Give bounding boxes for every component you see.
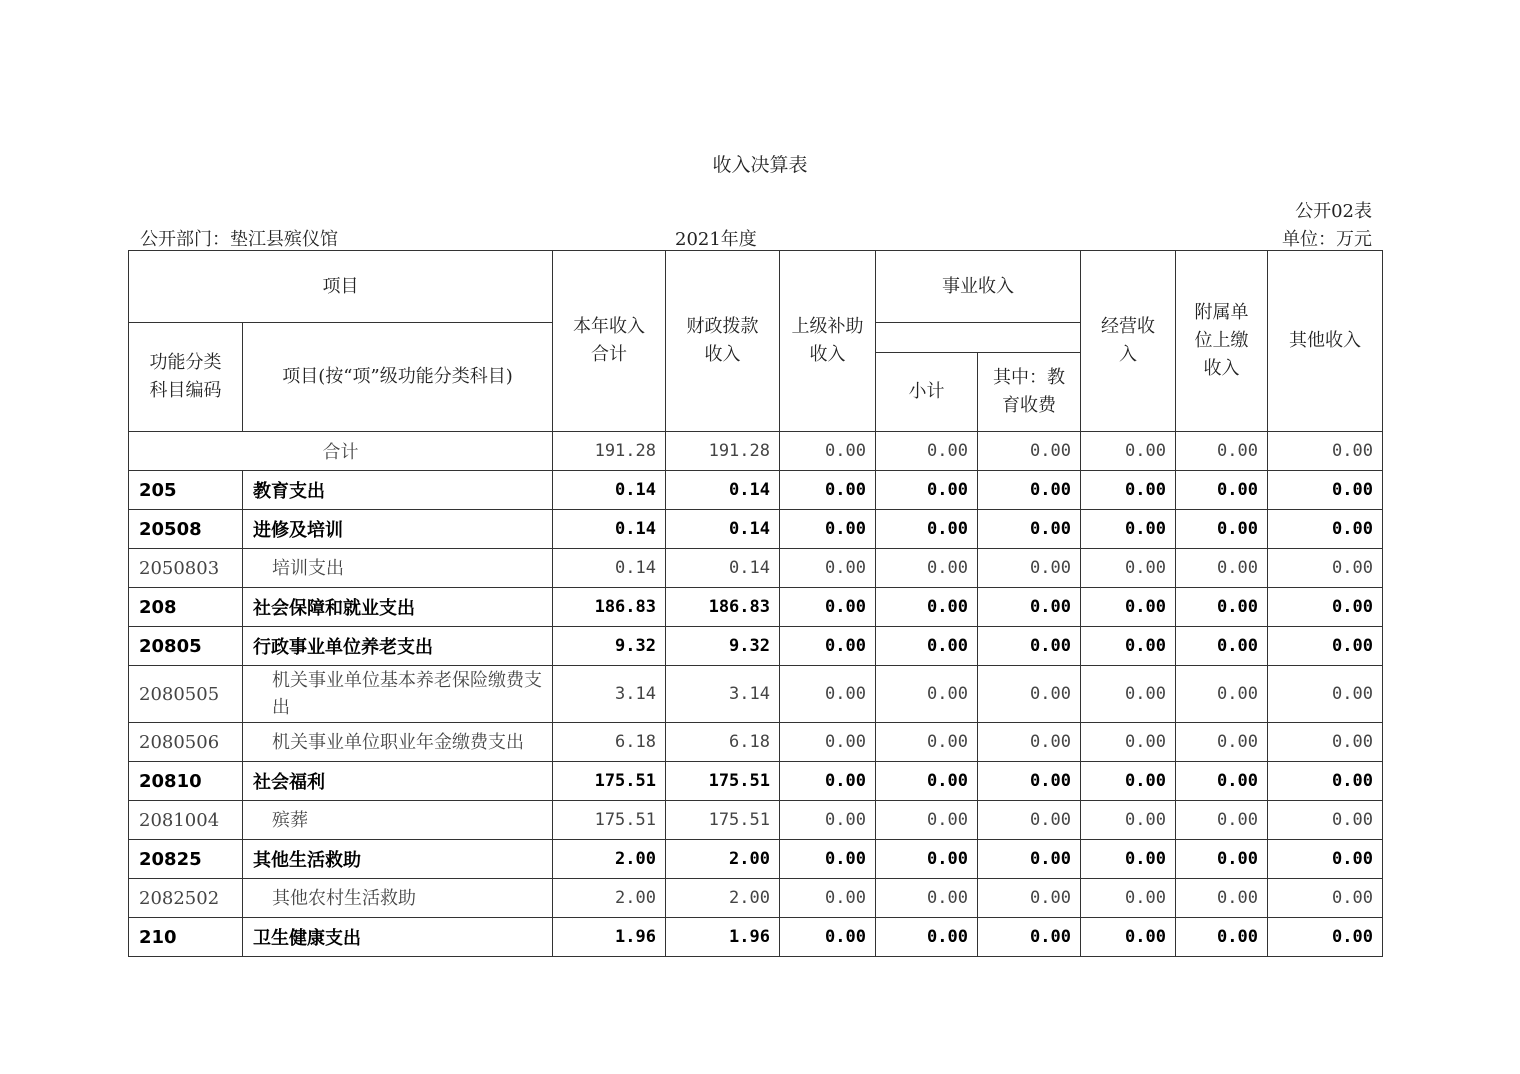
table-row bbox=[129, 801, 1383, 840]
row-value: 0.00 bbox=[1268, 918, 1383, 957]
row-value: 3.14 bbox=[666, 666, 780, 723]
row-value: 0.00 bbox=[1268, 471, 1383, 510]
row-name: 社会保障和就业支出 bbox=[243, 588, 553, 627]
row-name: 其他生活救助 bbox=[243, 840, 553, 879]
row-value: 0.00 bbox=[1176, 549, 1268, 588]
row-value: 0.00 bbox=[1081, 510, 1176, 549]
total-cell: 0.00 bbox=[876, 432, 978, 471]
row-value: 0.00 bbox=[876, 627, 978, 666]
header-business: 事业收入 bbox=[876, 251, 1081, 323]
row-value: 0.00 bbox=[1176, 840, 1268, 879]
row-value: 0.00 bbox=[1081, 666, 1176, 723]
row-value: 0.00 bbox=[780, 801, 876, 840]
row-value: 0.00 bbox=[780, 471, 876, 510]
row-value: 0.00 bbox=[1176, 762, 1268, 801]
row-value: 0.00 bbox=[876, 879, 978, 918]
row-code: 2080505 bbox=[129, 666, 243, 723]
row-value: 3.14 bbox=[553, 666, 666, 723]
row-value: 0.00 bbox=[876, 588, 978, 627]
department-label: 公开部门：垫江县殡仪馆 bbox=[140, 229, 338, 250]
row-code: 2050803 bbox=[129, 549, 243, 588]
row-value: 2.00 bbox=[553, 840, 666, 879]
header-superior: 上级补助收入 bbox=[780, 251, 876, 432]
row-value: 0.00 bbox=[1176, 471, 1268, 510]
row-value: 0.00 bbox=[978, 471, 1081, 510]
row-value: 0.00 bbox=[978, 840, 1081, 879]
row-name: 教育支出 bbox=[243, 471, 553, 510]
page-title: 收入决算表 bbox=[712, 154, 808, 176]
table-row bbox=[129, 723, 1383, 762]
row-value: 0.00 bbox=[1268, 723, 1383, 762]
row-value: 0.00 bbox=[780, 762, 876, 801]
row-value: 9.32 bbox=[666, 627, 780, 666]
row-value: 0.00 bbox=[1268, 666, 1383, 723]
header-other: 其他收入 bbox=[1268, 251, 1383, 432]
row-value: 6.18 bbox=[553, 723, 666, 762]
row-value: 0.00 bbox=[1176, 666, 1268, 723]
row-name: 培训支出 bbox=[243, 549, 553, 588]
row-value: 0.00 bbox=[1268, 801, 1383, 840]
row-value: 0.00 bbox=[780, 723, 876, 762]
header-operating: 经营收入 bbox=[1081, 251, 1176, 432]
row-value: 0.00 bbox=[978, 510, 1081, 549]
header-total: 本年收入合计 bbox=[553, 251, 666, 432]
row-value: 0.00 bbox=[876, 666, 978, 723]
row-value: 0.00 bbox=[780, 666, 876, 723]
table-row bbox=[129, 471, 1383, 510]
row-value: 0.00 bbox=[780, 510, 876, 549]
row-value: 1.96 bbox=[553, 918, 666, 957]
row-value: 0.00 bbox=[978, 918, 1081, 957]
row-value: 0.00 bbox=[780, 627, 876, 666]
row-value: 0.00 bbox=[1176, 918, 1268, 957]
total-cell: 0.00 bbox=[1268, 432, 1383, 471]
row-value: 0.00 bbox=[978, 762, 1081, 801]
unit-label: 单位：万元 bbox=[1282, 229, 1372, 250]
row-value: 0.14 bbox=[553, 471, 666, 510]
header-item: 项目 bbox=[129, 251, 553, 323]
row-value: 0.00 bbox=[1268, 627, 1383, 666]
row-value: 1.96 bbox=[666, 918, 780, 957]
row-code: 205 bbox=[129, 471, 243, 510]
row-value: 0.00 bbox=[876, 840, 978, 879]
row-value: 0.00 bbox=[1176, 627, 1268, 666]
row-code: 20805 bbox=[129, 627, 243, 666]
row-value: 0.00 bbox=[876, 723, 978, 762]
header-edu: 其中：教育收费 bbox=[978, 353, 1081, 432]
row-name: 其他农村生活救助 bbox=[243, 879, 553, 918]
row-value: 0.00 bbox=[876, 549, 978, 588]
row-value: 2.00 bbox=[666, 879, 780, 918]
row-value: 0.00 bbox=[1176, 879, 1268, 918]
row-code: 2081004 bbox=[129, 801, 243, 840]
row-value: 0.14 bbox=[666, 549, 780, 588]
row-value: 0.00 bbox=[1081, 801, 1176, 840]
row-value: 0.00 bbox=[876, 471, 978, 510]
form-number: 公开02表 bbox=[1295, 201, 1372, 222]
row-value: 9.32 bbox=[553, 627, 666, 666]
row-name: 机关事业单位职业年金缴费支出 bbox=[243, 723, 553, 762]
row-name: 进修及培训 bbox=[243, 510, 553, 549]
row-value: 0.14 bbox=[666, 510, 780, 549]
row-value: 0.00 bbox=[1081, 762, 1176, 801]
row-value: 0.00 bbox=[1081, 879, 1176, 918]
row-value: 0.00 bbox=[780, 879, 876, 918]
row-value: 0.00 bbox=[978, 723, 1081, 762]
table-row bbox=[129, 588, 1383, 627]
table-row bbox=[129, 762, 1383, 801]
row-value: 0.00 bbox=[1268, 549, 1383, 588]
row-value: 0.00 bbox=[1081, 549, 1176, 588]
row-value: 0.00 bbox=[1268, 510, 1383, 549]
row-value: 0.00 bbox=[1176, 588, 1268, 627]
table-row bbox=[129, 510, 1383, 549]
row-value: 186.83 bbox=[666, 588, 780, 627]
row-value: 0.00 bbox=[1081, 471, 1176, 510]
row-name: 社会福利 bbox=[243, 762, 553, 801]
total-cell: 0.00 bbox=[1081, 432, 1176, 471]
row-value: 0.00 bbox=[1176, 510, 1268, 549]
row-value: 0.14 bbox=[553, 549, 666, 588]
meta-row bbox=[140, 225, 1372, 249]
row-value: 0.14 bbox=[553, 510, 666, 549]
total-label: 合计 bbox=[129, 432, 553, 471]
row-value: 0.00 bbox=[1081, 840, 1176, 879]
row-code: 20810 bbox=[129, 762, 243, 801]
row-value: 175.51 bbox=[553, 762, 666, 801]
row-code: 210 bbox=[129, 918, 243, 957]
header-name: 项目(按“项”级功能分类科目) bbox=[243, 323, 553, 432]
row-value: 0.00 bbox=[1081, 627, 1176, 666]
header-affiliated: 附属单位上缴收入 bbox=[1176, 251, 1268, 432]
row-value: 0.00 bbox=[876, 918, 978, 957]
income-table bbox=[128, 250, 1383, 957]
header-code: 功能分类科目编码 bbox=[129, 323, 243, 432]
row-value: 0.00 bbox=[876, 801, 978, 840]
total-cell: 191.28 bbox=[553, 432, 666, 471]
row-value: 0.00 bbox=[1268, 840, 1383, 879]
row-value: 2.00 bbox=[553, 879, 666, 918]
table-row bbox=[129, 840, 1383, 879]
row-value: 0.14 bbox=[666, 471, 780, 510]
total-cell: 0.00 bbox=[780, 432, 876, 471]
header-fiscal: 财政拨款收入 bbox=[666, 251, 780, 432]
row-value: 6.18 bbox=[666, 723, 780, 762]
row-name: 卫生健康支出 bbox=[243, 918, 553, 957]
row-value: 175.51 bbox=[666, 801, 780, 840]
row-value: 175.51 bbox=[666, 762, 780, 801]
total-cell: 0.00 bbox=[978, 432, 1081, 471]
row-code: 20508 bbox=[129, 510, 243, 549]
table-row bbox=[129, 879, 1383, 918]
row-value: 0.00 bbox=[780, 918, 876, 957]
total-cell: 0.00 bbox=[1176, 432, 1268, 471]
total-row bbox=[129, 432, 1383, 471]
row-name: 机关事业单位基本养老保险缴费支出 bbox=[243, 666, 553, 723]
row-value: 0.00 bbox=[978, 627, 1081, 666]
row-value: 0.00 bbox=[876, 762, 978, 801]
table-row bbox=[129, 627, 1383, 666]
row-value: 0.00 bbox=[780, 549, 876, 588]
row-value: 0.00 bbox=[978, 588, 1081, 627]
row-value: 2.00 bbox=[666, 840, 780, 879]
row-code: 208 bbox=[129, 588, 243, 627]
row-value: 0.00 bbox=[1268, 879, 1383, 918]
row-name: 行政事业单位养老支出 bbox=[243, 627, 553, 666]
row-value: 0.00 bbox=[1081, 723, 1176, 762]
row-value: 175.51 bbox=[553, 801, 666, 840]
row-value: 0.00 bbox=[780, 840, 876, 879]
row-value: 0.00 bbox=[1176, 723, 1268, 762]
row-value: 0.00 bbox=[978, 801, 1081, 840]
header-subtotal: 小计 bbox=[876, 353, 978, 432]
table-row bbox=[129, 549, 1383, 588]
row-value: 0.00 bbox=[978, 666, 1081, 723]
row-value: 0.00 bbox=[1268, 762, 1383, 801]
row-value: 0.00 bbox=[1176, 801, 1268, 840]
row-value: 0.00 bbox=[780, 588, 876, 627]
row-value: 0.00 bbox=[876, 510, 978, 549]
row-value: 186.83 bbox=[553, 588, 666, 627]
row-value: 0.00 bbox=[978, 549, 1081, 588]
fiscal-year: 2021年度 bbox=[675, 229, 757, 250]
row-value: 0.00 bbox=[1081, 588, 1176, 627]
row-code: 20825 bbox=[129, 840, 243, 879]
row-value: 0.00 bbox=[1081, 918, 1176, 957]
table-row bbox=[129, 918, 1383, 957]
row-value: 0.00 bbox=[1268, 588, 1383, 627]
row-code: 2082502 bbox=[129, 879, 243, 918]
total-cell: 191.28 bbox=[666, 432, 780, 471]
row-name: 殡葬 bbox=[243, 801, 553, 840]
row-code: 2080506 bbox=[129, 723, 243, 762]
row-value: 0.00 bbox=[978, 879, 1081, 918]
table-row bbox=[129, 666, 1383, 723]
